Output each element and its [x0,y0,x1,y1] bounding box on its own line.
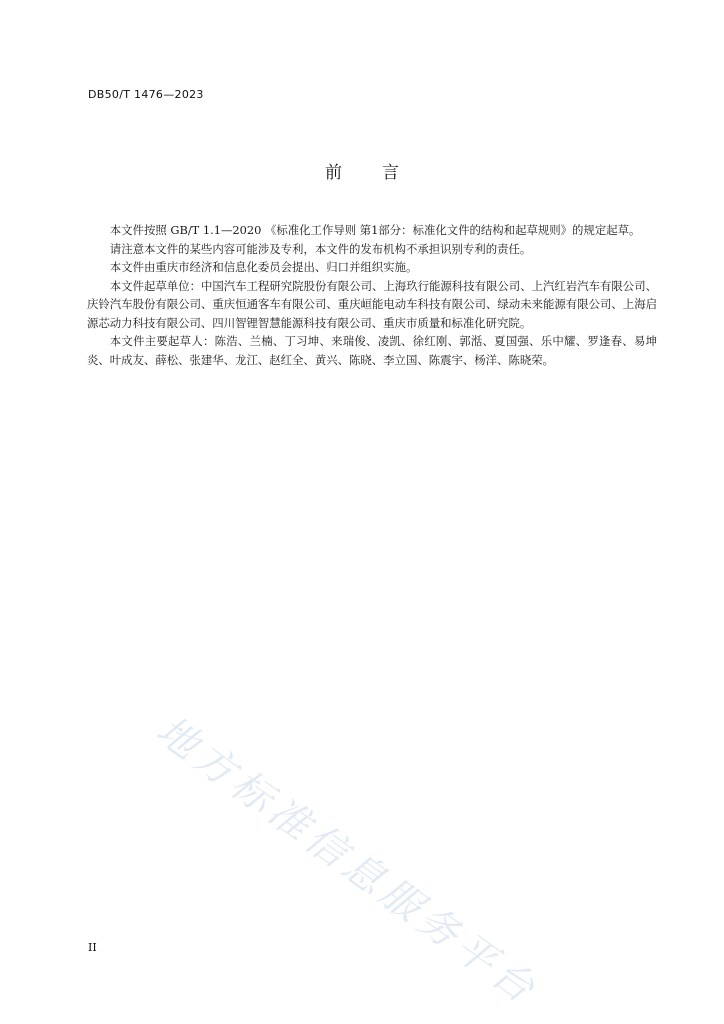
section-title: 前言 [325,163,439,183]
paragraph-proposer: 本文件由重庆市经济和信息化委员会提出、归口并组织实施。 [109,260,418,274]
paragraph-drafters: 本文件主要起草人：陈浩、兰楠、丁习坤、来瑞俊、凌凯、徐红刚、郭湉、夏国强、乐中耀、罗逢春、易坤炎、叶成友、薛松、张建华、龙江、赵红全、黄兴、陈晓、李立国、陈震宇、杨洋、陈晓荣。 [87,334,657,367]
watermark: 地方标准信息服务平台 [147,707,547,1015]
paragraph-patent-notice: 请注意本文件的某些内容可能涉及专利，本文件的发布机构不承担识别专利的责任。 [109,241,532,256]
document-code: DB50/T 1476—2023 [88,88,204,101]
page-number: II [88,941,97,954]
paragraph-drafting-units: 本文件起草单位：中国汽车工程研究院股份有限公司、上海玖行能源科技有限公司、上汽红岩汽车有限公司、庆铃汽车股份有限公司、重庆恒通客车有限公司、重庆峘能电动车科技有限公司、绿动未来能源有限公司、上海启源芯动力科技有限公司、四川智锂智慧能源科技有限公司、重庆市质量和标准化研究院。 [87,278,657,330]
foreword-body [87,221,657,369]
paragraph-drafting-rules: 本文件按照 GB/T 1.1—2020 《标准化工作导则 第1部分：标准化文件的结构和起草规则》的规定起草。 [109,223,641,237]
